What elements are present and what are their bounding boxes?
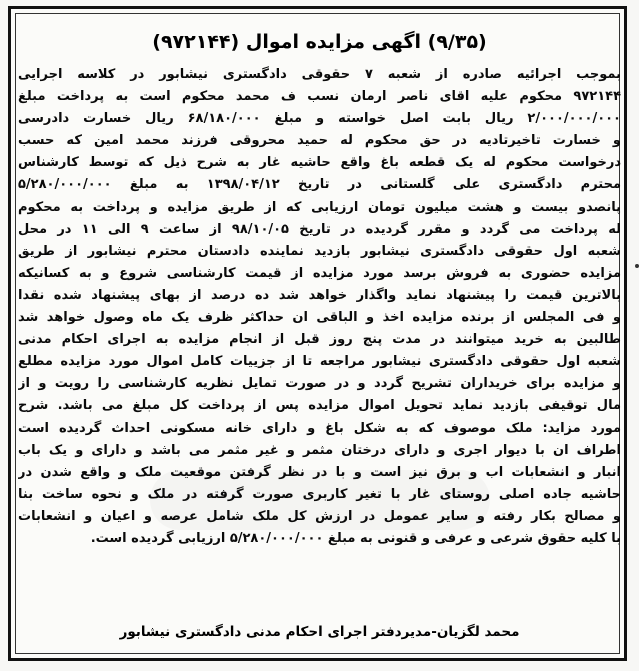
notice-line: انبار و انشعابات اب و برق نیز است و با در نظر گرفتن موقعیت ملک و واقع شدن در [18,464,621,480]
notice-line: شعبه اول حقوقی دادگستری نیشابور مراجعه تا از جزییات کامل اموال مورد مزایده مطلع [18,354,621,370]
notice-line: له پرداخت می گردد و مقرر گردیده در تاریخ ۹۸/۱۰/۰۵ از ساعت ۹ الی ۱۱ در محل [18,221,621,237]
notice-line: مزایده حضوری به فروش برسد مورد مزایده از قیمت کارشناسی شروع و به کسانیکه [18,265,621,281]
notice-line: و مزایده برای خریداران تشریح گردد و در صورت تمایل نظریه کارشناسی را رویت و از [18,376,621,392]
notice-line: ۹۷۲۱۴۴ محکوم علیه اقای ناصر ارمان نسب ف محمد محکوم است به پرداخت مبلغ [18,89,621,105]
notice-line: با کلیه حقوق شرعی و عرفی و قنونی به مبلغ ۵/۲۸۰/۰۰۰/۰۰۰ ارزیابی گردیده است. [90,530,621,546]
notice-line: و فی المجلس از برنده مزایده اخذ و الباقی ان حداکثر ظرف یک ماه وصول خواهد شد [18,310,621,326]
notice-line: اطراف ان با دیوار اجری و دارای درختان مثمر و غیر مثمر می باشد و دارای و یک باب [18,442,621,458]
notice-line: درخواست محکوم له یک قطعه باغ واقع حاشیه غار به شرح ذیل که توسط کارشناس [18,155,621,171]
notice-signature: محمد لگزیان-مدیردفتر اجرای احکام مدنی دادگستری نیشابور [119,624,520,640]
notice-line: حاشیه جاده اصلی روستای غار با تغیر کاربری صورت گرفته در ملک و نحوه ساخت بنا [18,486,621,502]
notice-line: و خسارت تاخیرتادیه در حق محکوم له حمید محروقی فرزند محمد امین که حسب [18,133,621,149]
notice-line: و مصالح بکار رفته و سایر عمومل در ارزش کل ملک شامل عرصه و اعیان و انشعابات [18,508,621,524]
notice-line: ۲/۰۰۰/۰۰۰/۰۰۰ ریال بابت اصل خواسته و مبلغ ۶۸/۱۸۰/۰۰۰ ریال خسارت دادرسی [18,111,621,127]
notice-body [18,64,621,550]
notice-line: محترم دادگستری علی گلستانی در تاریخ ۱۳۹۸/۰۴/۱۲ به مبلغ ۵/۲۸۰/۰۰۰/۰۰۰ [18,177,621,193]
notice-title: (۹/۳۵) اگهی مزایده اموال (۹۷۲۱۴۴) [152,31,487,53]
notice-line: بالاترین قیمت را پیشنهاد نماید واگذار خواهد شد ده درصد از بهای پیشنهاد شده نقدا [18,287,621,303]
notice-line: مورد مزاید: ملک موصوف که به شکل باغ و دارای خانه مسکونی احداث گردیده است [18,420,621,436]
notice-line: پانصدو بیست و هشت میلیون تومان ارزیابی که از طریق مزایده و پرداخت به محکوم [18,199,621,215]
notice-line: شعبه اول حقوقی دادگستری نیشابور بازدید نماینده دادستان محترم نیشابور از طریق [18,243,621,259]
notice-line: بموجب اجرائیه صادره از شعبه ۷ حقوقی دادگستری نیشابور در کلاسه اجرایی [18,67,621,82]
page-edge-mark [635,264,639,268]
notice-line: طالبین به خرید میتوانند در مدت پنج روز قبل از انجام مزایده به اجرای احکام مدنی [18,332,621,348]
notice-line: مال توقیفی بازدید نماید تحویل اموال مزایده پس از پرداخت کل مبلغ می باشد. شرح [18,398,621,414]
